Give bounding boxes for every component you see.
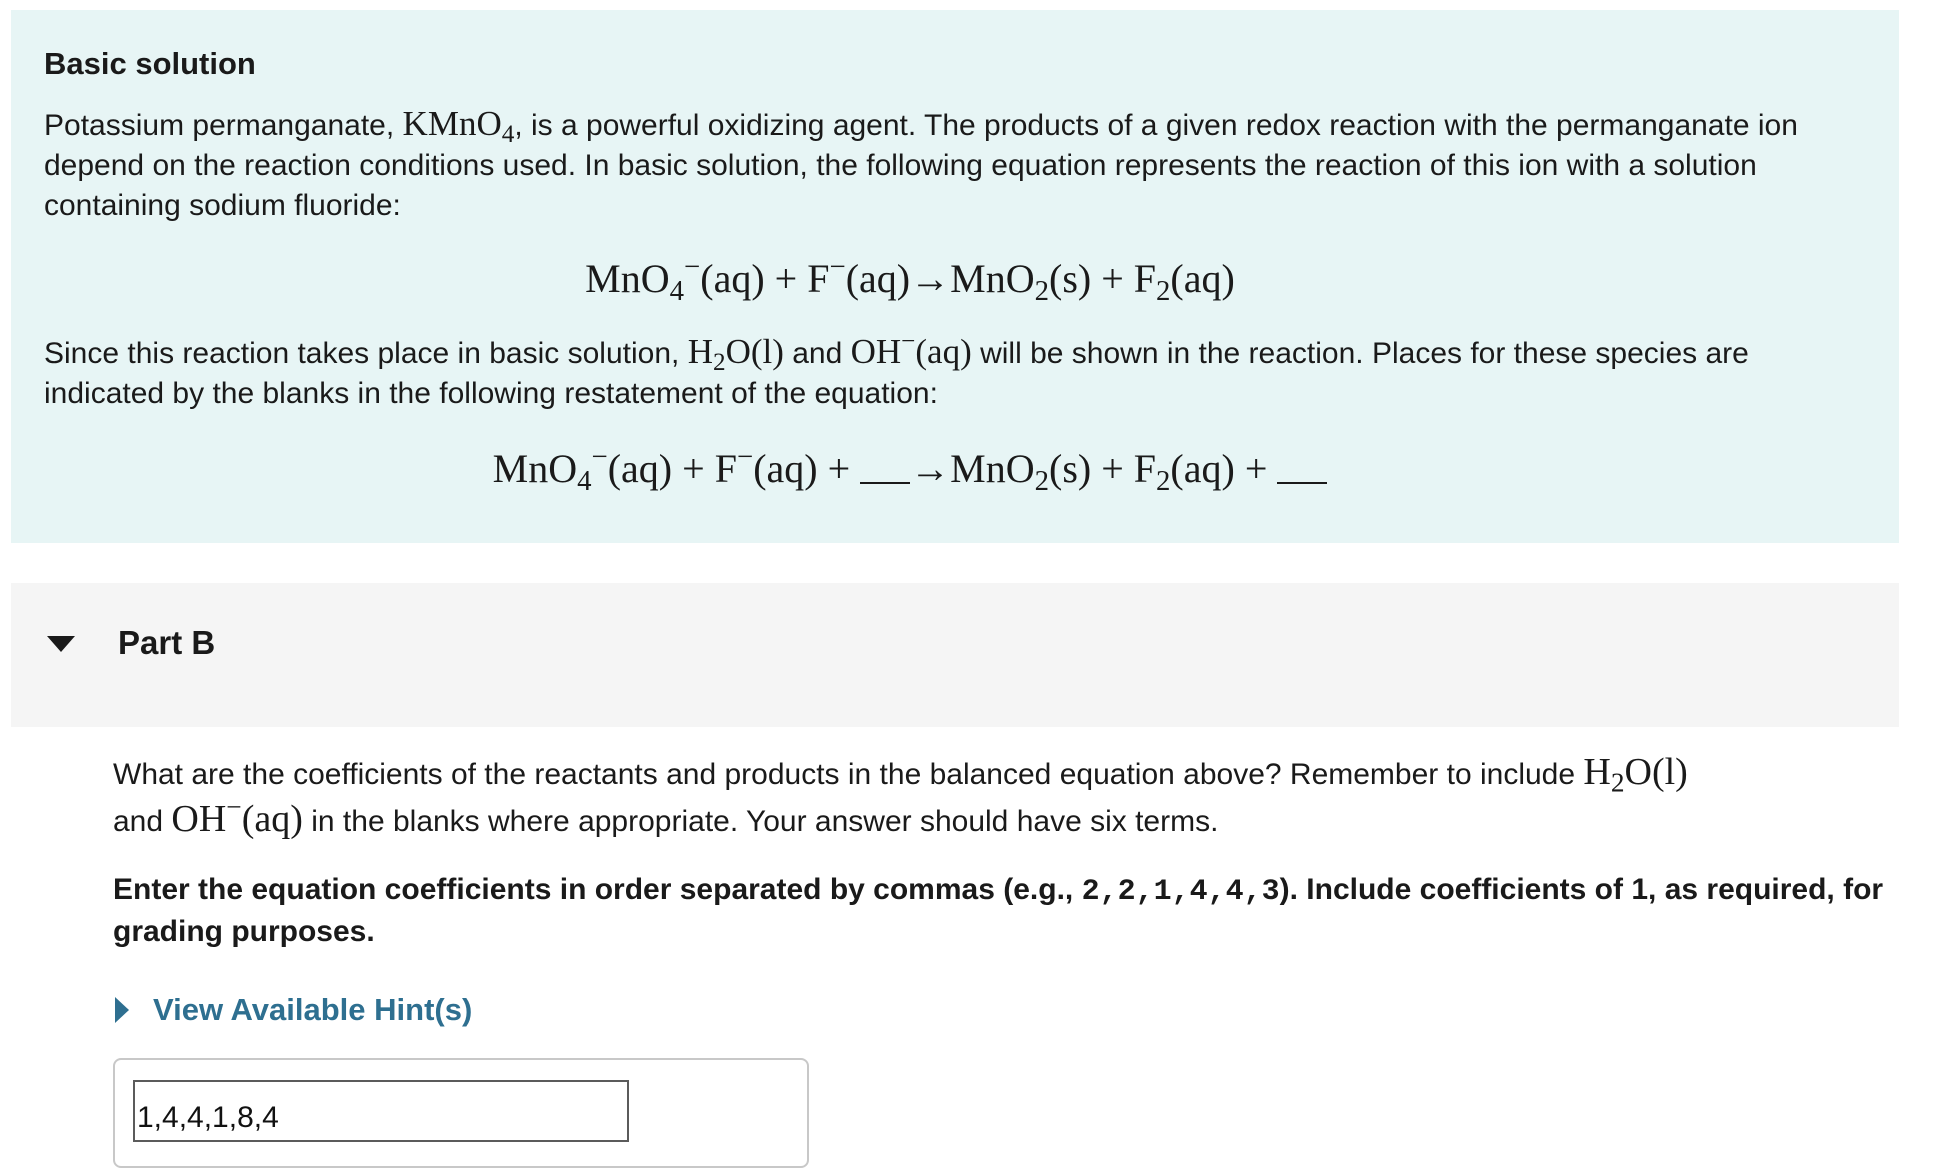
question-text: What are the coefficients of the reactants and products in the balanced equation above? Remember to include $H_2O(l)$ and OH−(aq) in the blanks where appropriate. Your answer should have six terms.	[113, 751, 1688, 840]
view-hints-link[interactable]	[113, 990, 1903, 1030]
caret-right-icon	[115, 997, 129, 1023]
part-title: Part B	[118, 624, 216, 661]
answer-box	[113, 1058, 809, 1168]
intro-paragraph-2: Since this reaction takes place in basic solution, $H_2O(l)$ and OH−(aq) will be shown in the reaction. Places for these species are indicated by the blanks in the following restatement of the equation:	[44, 328, 1749, 410]
view-hints-label: View Available Hint(s)	[153, 992, 473, 1027]
intro-title: Basic solution	[44, 46, 256, 81]
example-coefficients: 2,2,1,4,4,3	[1081, 875, 1280, 909]
p1-text-end: , is a powerful oxidizing agent. The products of a given redox reaction with the permanganate ion depend on the reaction conditions used. In basic solution, the following equation represents the reaction of this ion with a solution containing sodium fluoride:	[44, 109, 1798, 222]
equation-2-with-blanks: $MnO_4^-(aq) + F^-(aq) + \to MnO_2(s) + F_2(aq)$ +	[44, 444, 1866, 494]
equation-1: $MnO_4^-(aq) + F^-(aq)\to MnO_2(s) + F_2(aq)$	[585, 251, 1235, 308]
intro-panel	[11, 10, 1899, 543]
caret-down-icon[interactable]	[47, 636, 75, 652]
part-b-header[interactable]	[11, 583, 1899, 727]
instruction-text: Enter the equation coefficients in order separated by commas (e.g., 2,2,1,4,4,3). Include coefficients of 1, as required, for grading purposes.	[113, 873, 1884, 948]
kmno4-formula: KMnO$_4$	[402, 104, 515, 149]
p1-text-start: Potassium permanganate,	[44, 109, 403, 142]
answer-input[interactable]	[133, 1080, 629, 1142]
water-formula: $H_2O(l)$	[1583, 751, 1688, 798]
reactant-blank	[860, 446, 910, 484]
product-blank	[1277, 446, 1327, 484]
hydroxide-formula: OH−(aq)	[850, 328, 972, 371]
water-formula: $H_2O(l)$	[687, 332, 784, 377]
question-area	[113, 750, 1903, 1030]
intro-paragraph-1	[44, 104, 1866, 226]
hydroxide-formula: OH−(aq)	[171, 791, 303, 840]
